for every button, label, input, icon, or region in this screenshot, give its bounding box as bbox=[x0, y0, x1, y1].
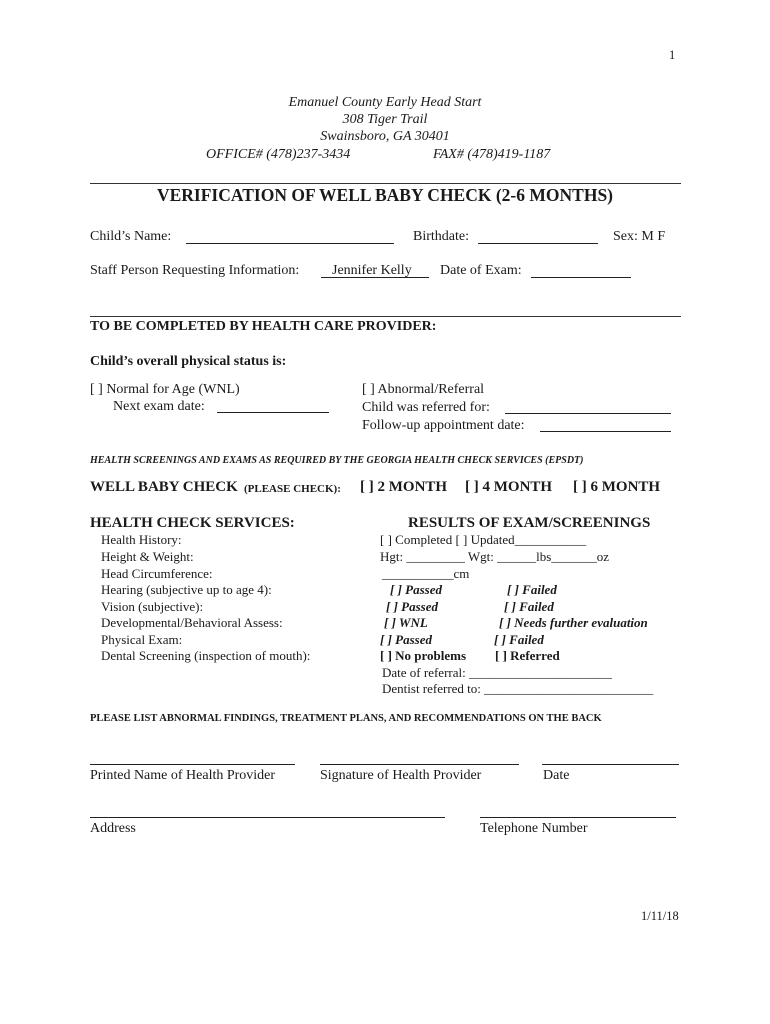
developmental-wnl-checkbox[interactable]: [ ] WNL bbox=[384, 615, 428, 630]
status-heading: Child’s overall physical status is: bbox=[90, 354, 287, 369]
dental-no-problems-checkbox[interactable]: [ ] No problems bbox=[380, 648, 467, 663]
service-health-history: Health History: bbox=[101, 532, 182, 547]
followup-field[interactable] bbox=[540, 431, 671, 432]
head-circumference-result[interactable]: ___________cm bbox=[382, 566, 470, 581]
telephone-label: Telephone Number bbox=[480, 821, 588, 836]
address-label: Address bbox=[90, 821, 136, 836]
exam-date-field[interactable] bbox=[531, 277, 631, 278]
birthdate-field[interactable] bbox=[478, 243, 598, 244]
staff-label: Staff Person Requesting Information: bbox=[90, 263, 300, 278]
service-dental: Dental Screening (inspection of mouth): bbox=[101, 648, 311, 663]
developmental-needs-eval-checkbox[interactable]: [ ] Needs further evaluation bbox=[499, 615, 648, 630]
staff-name[interactable]: Jennifer Kelly bbox=[332, 263, 412, 278]
signature-line[interactable] bbox=[320, 764, 519, 765]
child-name-label: Child’s Name: bbox=[90, 229, 172, 244]
next-exam-label: Next exam date: bbox=[113, 399, 205, 414]
epsdt-note: HEALTH SCREENINGS AND EXAMS AS REQUIRED BY THE GEORGIA HEALTH CHECK SERVICES (EPSDT) bbox=[90, 455, 584, 466]
sex-field[interactable]: Sex: M F bbox=[613, 229, 666, 244]
date-label: Date bbox=[543, 768, 570, 783]
office-phone: OFFICE# (478)237-3434 bbox=[206, 147, 351, 162]
two-month-checkbox[interactable]: [ ] 2 MONTH bbox=[360, 479, 448, 495]
referred-for-label: Child was referred for: bbox=[362, 400, 490, 415]
please-check-label: (PLEASE CHECK): bbox=[244, 483, 341, 495]
revision-date: 1/11/18 bbox=[641, 909, 679, 923]
vision-failed-checkbox[interactable]: [ ] Failed bbox=[504, 599, 554, 614]
abnormal-checkbox[interactable]: [ ] Abnormal/Referral bbox=[362, 382, 485, 397]
results-heading: RESULTS OF EXAM/SCREENINGS bbox=[408, 515, 651, 531]
form-title: VERIFICATION OF WELL BABY CHECK (2-6 MONTHS) bbox=[156, 185, 614, 205]
physical-passed-checkbox[interactable]: [ ] Passed bbox=[380, 632, 432, 647]
header-divider bbox=[90, 183, 681, 184]
dental-referred-checkbox[interactable]: [ ] Referred bbox=[495, 648, 560, 663]
service-hearing: Hearing (subjective up to age 4): bbox=[101, 582, 272, 597]
child-name-field[interactable] bbox=[186, 243, 394, 244]
vision-passed-checkbox[interactable]: [ ] Passed bbox=[386, 599, 438, 614]
service-vision: Vision (subjective): bbox=[101, 599, 204, 614]
hearing-failed-checkbox[interactable]: [ ] Failed bbox=[507, 582, 557, 597]
service-physical-exam: Physical Exam: bbox=[101, 632, 183, 647]
printed-name-line[interactable] bbox=[90, 764, 295, 765]
birthdate-label: Birthdate: bbox=[413, 229, 469, 244]
four-month-checkbox[interactable]: [ ] 4 MONTH bbox=[465, 479, 553, 495]
address-line[interactable] bbox=[90, 817, 445, 818]
date-line[interactable] bbox=[542, 764, 679, 765]
city-state-zip: Swainsboro, GA 30401 bbox=[320, 129, 450, 144]
service-height-weight: Height & Weight: bbox=[101, 549, 194, 564]
org-name: Emanuel County Early Head Start bbox=[288, 95, 482, 110]
history-result[interactable]: [ ] Completed [ ] Updated___________ bbox=[380, 532, 587, 547]
service-developmental: Developmental/Behavioral Assess: bbox=[101, 615, 283, 630]
dentist-referred-field[interactable]: Dentist referred to: __________________________ bbox=[382, 681, 654, 696]
normal-checkbox[interactable]: [ ] Normal for Age (WNL) bbox=[90, 382, 240, 397]
exam-date-label: Date of Exam: bbox=[440, 263, 522, 278]
provider-heading: TO BE COMPLETED BY HEALTH CARE PROVIDER: bbox=[90, 319, 437, 334]
hearing-passed-checkbox[interactable]: [ ] Passed bbox=[390, 582, 442, 597]
printed-name-label: Printed Name of Health Provider bbox=[90, 768, 276, 783]
six-month-checkbox[interactable]: [ ] 6 MONTH bbox=[573, 479, 661, 495]
fax-number: FAX# (478)419-1187 bbox=[433, 147, 551, 162]
well-baby-label: WELL BABY CHECK bbox=[90, 479, 238, 495]
page-number: 1 bbox=[669, 48, 676, 62]
services-heading: HEALTH CHECK SERVICES: bbox=[90, 515, 295, 531]
physical-failed-checkbox[interactable]: [ ] Failed bbox=[494, 632, 544, 647]
signature-label: Signature of Health Provider bbox=[320, 768, 482, 783]
referral-date-field[interactable]: Date of referral: ______________________ bbox=[382, 665, 612, 680]
referred-for-field[interactable] bbox=[505, 413, 671, 414]
telephone-line[interactable] bbox=[480, 817, 676, 818]
street-address: 308 Tiger Trail bbox=[342, 112, 428, 127]
followup-label: Follow-up appointment date: bbox=[362, 418, 525, 433]
back-note: PLEASE LIST ABNORMAL FINDINGS, TREATMENT PLANS, AND RECOMMENDATIONS ON THE BACK bbox=[90, 713, 602, 724]
service-head-circumference: Head Circumference: bbox=[101, 566, 213, 581]
next-exam-field[interactable] bbox=[217, 412, 329, 413]
staff-name-underline bbox=[321, 277, 429, 278]
provider-divider bbox=[90, 316, 681, 317]
height-weight-result[interactable]: Hgt: _________ Wgt: ______lbs_______oz bbox=[380, 549, 610, 564]
